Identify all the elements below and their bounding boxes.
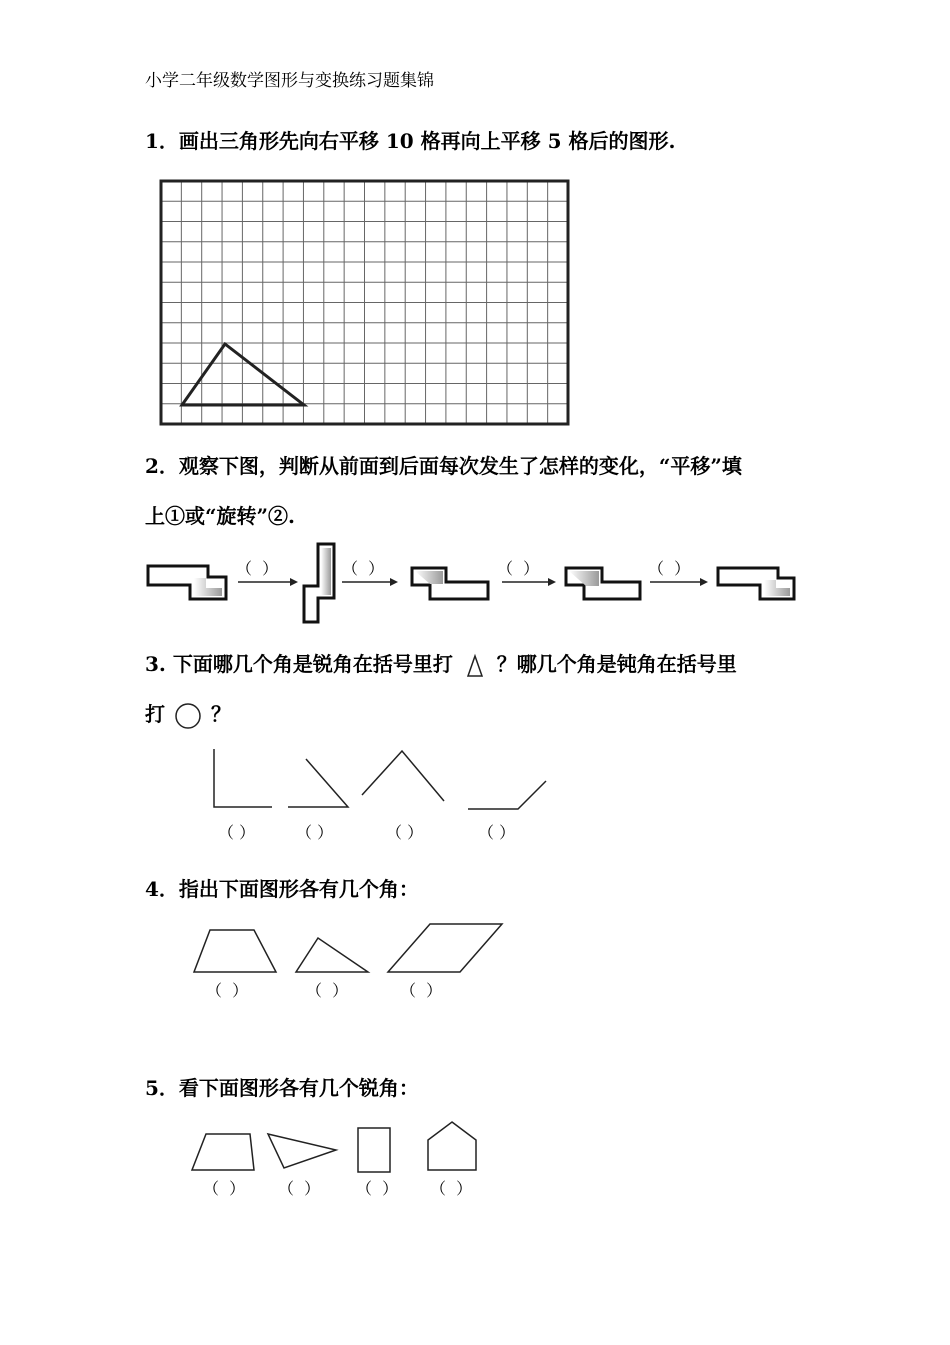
acute-angle bbox=[288, 759, 348, 807]
vertex-angle bbox=[362, 751, 444, 801]
question-2-text-line1: 2．观察下图，判断从前面到后面每次发生了怎样的变化，“平移”填 bbox=[145, 454, 742, 478]
obtuse-angle bbox=[468, 781, 546, 809]
question-2-text-line2: 上①或“旋转”②. bbox=[145, 504, 295, 528]
blank-3-1[interactable]: （ ） bbox=[218, 823, 256, 842]
question-3-text-line1 bbox=[145, 648, 737, 679]
circle-mark-icon bbox=[172, 703, 204, 729]
blank-3-2[interactable]: （ ） bbox=[296, 823, 334, 842]
blank-2-3[interactable]: （ ） bbox=[497, 559, 540, 578]
zshape-3 bbox=[412, 568, 488, 599]
blank-3-3[interactable]: （ ） bbox=[386, 823, 424, 842]
question-3-part-c: 打 bbox=[145, 702, 165, 726]
blank-4-3[interactable]: （ ） bbox=[400, 981, 443, 1000]
blank-2-2[interactable]: （ ） bbox=[342, 559, 385, 578]
blank-2-1[interactable]: （ ） bbox=[236, 559, 279, 578]
question-3-text-line2 bbox=[145, 698, 231, 729]
triangle-shape bbox=[182, 344, 304, 405]
grid-figure bbox=[158, 178, 572, 428]
question-3-part-b: ？哪几个角是钝角在括号里 bbox=[496, 652, 737, 676]
triangle-mark-icon bbox=[460, 653, 490, 679]
blank-5-1[interactable]: （ ） bbox=[203, 1179, 246, 1198]
triangle-shape-5 bbox=[268, 1134, 336, 1168]
shapes-4-figure bbox=[190, 920, 510, 980]
question-5-text: 5．看下面图形各有几个锐角： bbox=[145, 1076, 419, 1100]
trapezoid-shape-5 bbox=[192, 1134, 254, 1170]
blank-5-2[interactable]: （ ） bbox=[278, 1179, 321, 1198]
trapezoid-shape bbox=[194, 930, 276, 972]
blank-4-1[interactable]: （ ） bbox=[206, 981, 249, 1000]
blank-4-2[interactable]: （ ） bbox=[306, 981, 349, 1000]
transformation-sequence bbox=[140, 540, 810, 630]
blank-5-3[interactable]: （ ） bbox=[356, 1179, 399, 1198]
angles-figure bbox=[200, 745, 560, 815]
right-angle bbox=[214, 749, 272, 807]
zshape-1 bbox=[148, 566, 226, 599]
page-header: 小学二年级数学图形与变换练习题集锦 bbox=[145, 71, 434, 91]
rectangle-shape bbox=[358, 1128, 390, 1172]
parallelogram-shape bbox=[388, 924, 502, 972]
zshape-5 bbox=[718, 568, 794, 599]
zshape-4 bbox=[566, 568, 640, 599]
blank-5-4[interactable]: （ ） bbox=[430, 1179, 473, 1198]
triangle-shape-4 bbox=[296, 938, 368, 972]
zshape-2 bbox=[304, 544, 334, 622]
blank-2-4[interactable]: （ ） bbox=[648, 559, 691, 578]
question-4-text: 4．指出下面图形各有几个角： bbox=[145, 877, 419, 901]
question-1-text: 1．画出三角形先向右平移 10 格再向上平移 5 格后的图形. bbox=[145, 129, 676, 153]
question-3-part-a: 3. 下面哪几个角是锐角在括号里打 bbox=[145, 652, 453, 676]
question-3-part-d: ？ bbox=[210, 702, 231, 726]
shapes-5-figure bbox=[188, 1118, 488, 1178]
blank-3-4[interactable]: （ ） bbox=[478, 823, 516, 842]
pentagon-shape bbox=[428, 1122, 476, 1170]
